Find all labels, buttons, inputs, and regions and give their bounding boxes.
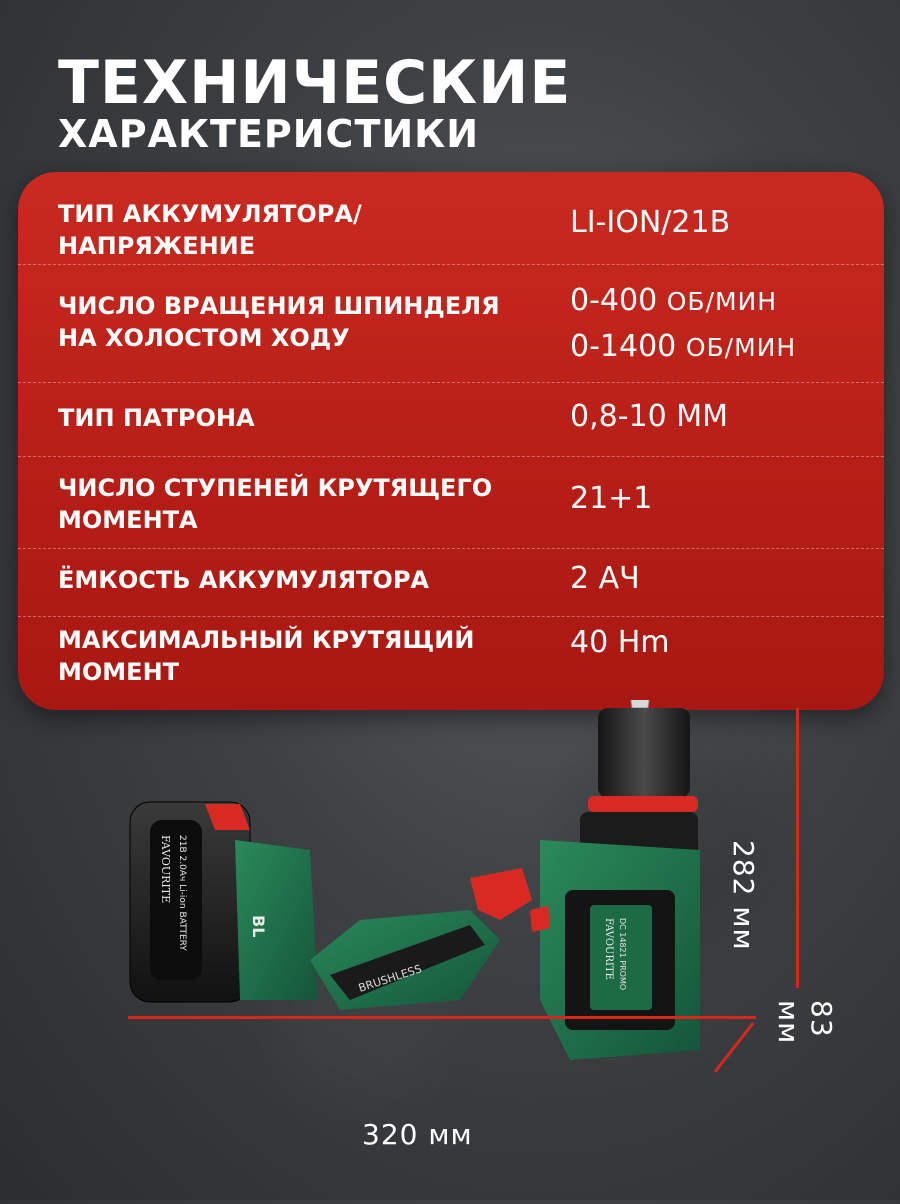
chuck [598,708,690,798]
spec-card [18,172,884,710]
height-dimension-line [796,708,799,988]
handle-label-text: BRUSHLESS [356,962,424,995]
spec-value: 0,8-10 ММ [570,399,729,434]
spec-value: 2 АЧ [570,561,640,596]
spec-value: LI-ION/21B [570,205,731,240]
spec-label: ТИП АККУМУЛЯТОРА/ НАПРЯЖЕНИЕ [58,200,362,260]
depth-dimension-label: 83 мм [772,1000,838,1045]
chuck-ring [588,796,698,812]
drill-bit [630,700,650,708]
page-subtitle: ХАРАКТЕРИСТИКИ [58,112,480,156]
spec-value: 40 Hm [570,625,670,660]
spec-label: ЧИСЛО СТУПЕНЕЙ КРУТЯЩЕГО МОМЕНТА [58,474,493,534]
spec-label: ЁМКОСТЬ АККУМУЛЯТОРА [58,566,429,594]
battery-label-text: 21В 2.0Ач Li-ion BATTERY [177,835,187,951]
spec-label: ТИП ПАТРОНА [58,404,255,432]
spec-label: МАКСИМАЛЬНЫЙ КРУТЯЩИЙ МОМЕНТ [58,626,475,686]
height-dimension-label: 282 мм [727,840,760,951]
body-brand-text: FAVOURITE [603,918,614,980]
spec-row-battery-capacity [18,548,884,617]
spec-label: ЧИСЛО ВРАЩЕНИЯ ШПИНДЕЛЯ НА ХОЛОСТОМ ХОДУ [58,292,500,352]
spec-row-battery-type [18,172,884,265]
body-model-text: DC 14821 PROMO [618,918,627,991]
spec-value-line2 [570,324,796,371]
spec-value-number: 0-400 [570,283,658,318]
spec-row-chuck-type [18,382,884,457]
product-visual [0,700,900,1200]
spec-row-max-torque [18,616,884,710]
battery-brand-text: FAVOURITE [159,835,172,904]
battery-badge-text: BL [249,915,268,938]
page-title: ТЕХНИЧЕСКИЕ [58,48,572,118]
trigger [470,868,532,920]
battery-adapter [235,840,318,1000]
spec-value-unit: ОБ/МИН [685,333,797,362]
width-dimension-line [128,1016,756,1019]
width-dimension-label: 320 мм [362,1118,473,1151]
spec-value-unit: ОБ/МИН [666,287,778,316]
spec-value-number: 0-1400 [570,329,677,364]
spec-row-torque-steps [18,456,884,549]
spec-row-spindle-speed [18,264,884,383]
spec-value: 21+1 [570,481,653,516]
spec-value-line1 [570,278,777,325]
